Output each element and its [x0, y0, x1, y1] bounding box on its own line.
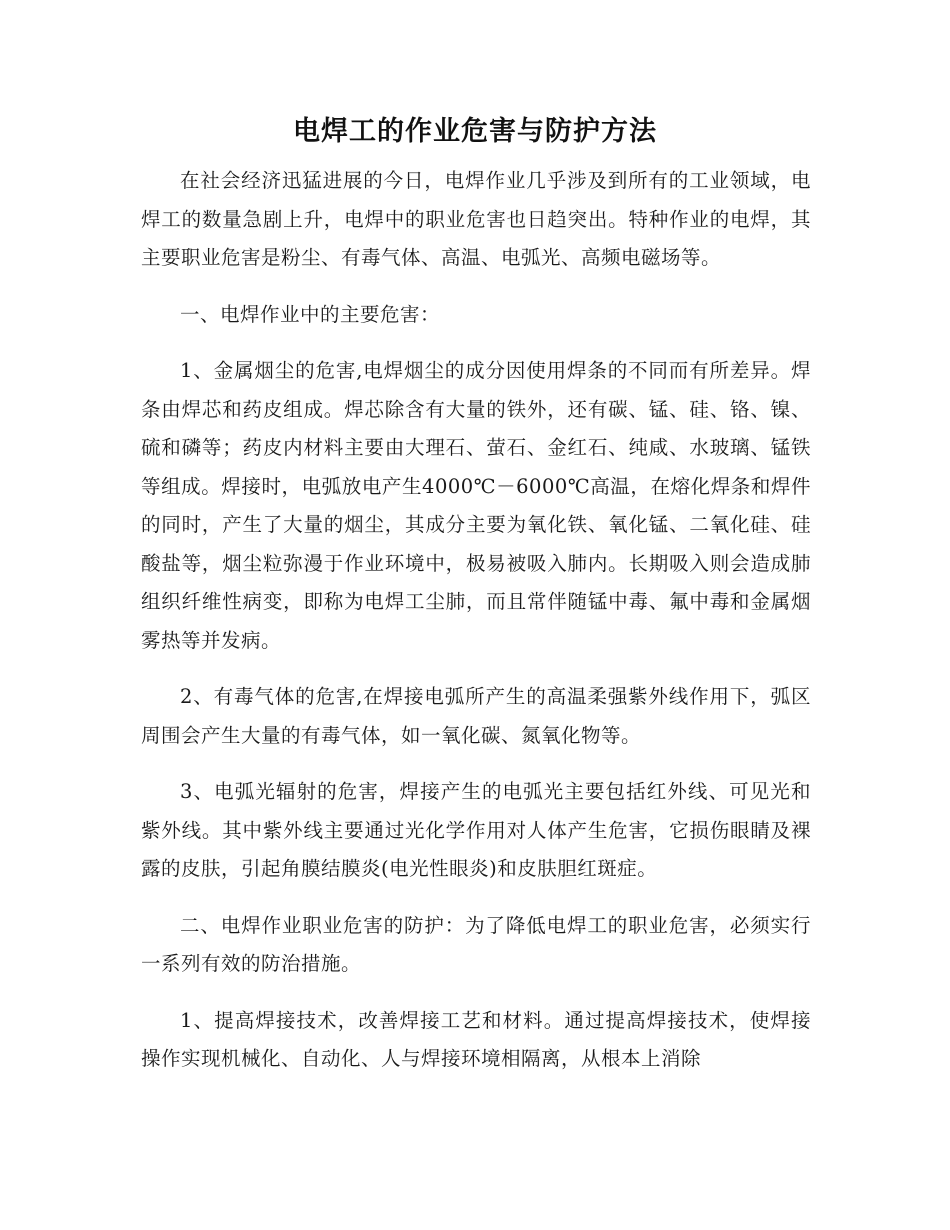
paragraph-metal-fume-hazard: 1、金属烟尘的危害,电焊烟尘的成分因使用焊条的不同而有所差异。焊条由焊芯和药皮组成。焊芯除含有大量的铁外，还有碳、锰、硅、铬、镍、硫和磷等；药皮内材料主要由大理石、萤石、金红石、纯咸、水玻璃、锰铁等组成。焊接时，电弧放电产生4000℃－6000℃高温，在熔化焊条和焊件的同时，产生了大量的烟尘，其成分主要为氧化铁、氧化锰、二氧化硅、硅酸盐等，烟尘粒弥漫于作业环境中，极易被吸入肺内。长期吸入则会造成肺组织纤维性病变，即称为电焊工尘肺，而且常伴随锰中毒、氟中毒和金属烟雾热等并发病。: [141, 359, 811, 652]
section-heading-hazards: 一、电焊作业中的主要危害：: [180, 302, 441, 326]
paragraph-arc-radiation-hazard: 3、电弧光辐射的危害，焊接产生的电弧光主要包括红外线、可见光和紫外线。其中紫外线主要通过光化学作用对人体产生危害，它损伤眼睛及裸露的皮肤，引起角膜结膜炎(电光性眼炎)和皮肤胆红斑症。: [141, 780, 811, 880]
paragraph-intro: 在社会经济迅猛进展的今日，电焊作业几乎涉及到所有的工业领域，电焊工的数量急剧上升，电焊中的职业危害也日趋突出。特种作业的电焊，其主要职业危害是粉尘、有毒气体、高温、电弧光、高频电磁场等。: [141, 169, 811, 269]
paragraph-toxic-gas-hazard: 2、有毒气体的危害,在焊接电弧所产生的高温柔强紫外线作用下，弧区周围会产生大量的有毒气体，如一氧化碳、氮氧化物等。: [141, 685, 811, 747]
paragraph-improve-technique: 1、提高焊接技术，改善焊接工艺和材料。通过提高焊接技术，使焊接操作实现机械化、自动化、人与焊接环境相隔离，从根本上消除: [141, 1008, 811, 1070]
document-body: [141, 162, 811, 1097]
document-title: 电焊工的作业危害与防护方法: [293, 116, 657, 147]
section-heading-protection: 二、电焊作业职业危害的防护：为了降低电焊工的职业危害，必须实行一系列有效的防治措施。: [141, 913, 811, 975]
